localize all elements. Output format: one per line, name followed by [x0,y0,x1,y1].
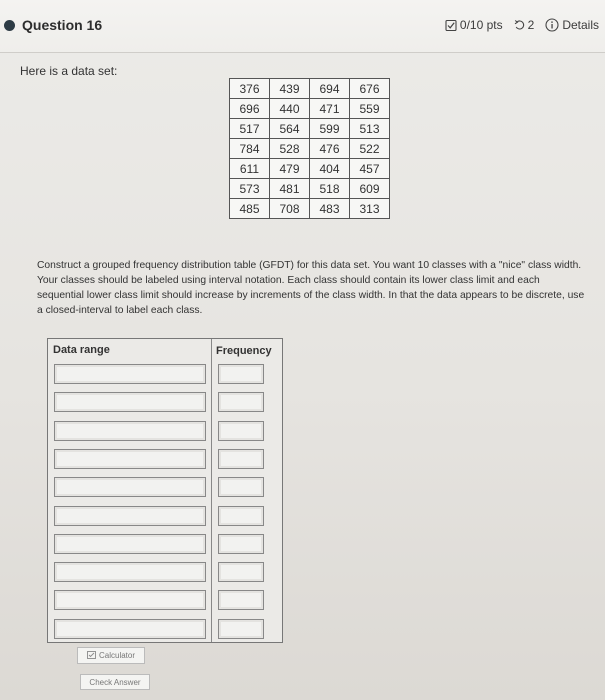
data-range-input[interactable] [54,562,206,582]
data-range-input[interactable] [54,506,206,526]
data-range-input[interactable] [54,477,206,497]
question-header [0,0,605,53]
gfdt-row [48,476,282,503]
data-cell: 696 [230,99,270,119]
gfdt-row [48,391,282,418]
gfdt-row [48,618,282,645]
data-cell: 522 [350,139,390,159]
data-cell: 313 [350,199,390,219]
data-cell: 611 [230,159,270,179]
points-text: 0/10 pts [459,18,503,32]
question-status-dot [4,20,15,31]
details-link[interactable]: Details [562,18,599,32]
data-cell: 559 [350,99,390,119]
frequency-header: Frequency [216,345,272,357]
frequency-input[interactable] [218,619,264,639]
data-set-table [229,78,390,219]
data-cell: 564 [270,119,310,139]
gfdt-table [47,338,283,643]
gfdt-row [48,533,282,560]
data-cell: 528 [270,139,310,159]
data-cell: 481 [270,179,310,199]
data-range-input[interactable] [54,619,206,639]
data-cell: 404 [310,159,350,179]
gfdt-row [48,589,282,616]
data-cell: 599 [310,119,350,139]
calculator-button[interactable] [77,647,145,664]
data-cell: 457 [350,159,390,179]
data-cell: 483 [310,199,350,219]
data-cell: 784 [230,139,270,159]
data-cell: 471 [310,99,350,119]
data-cell: 476 [310,139,350,159]
info-icon[interactable] [545,18,559,32]
data-cell: 439 [270,79,310,99]
frequency-input[interactable] [218,477,264,497]
data-cell: 609 [350,179,390,199]
frequency-input[interactable] [218,364,264,384]
check-answer-button[interactable]: Check Answer [80,674,150,690]
instructions-text: Construct a grouped frequency distribution table (GFDT) for this data set. You want 10 classes with a "nice" class width. Your classes should be labeled using interval notation. Each class should contain its lower class limit and each sequential lower class limit should increase by increments of the class width. In that the data appears to be discrete, use a closed-interval to label each class. [37,260,585,316]
frequency-input[interactable] [218,392,264,412]
data-row [230,79,390,99]
calculator-label: Calculator [98,651,135,660]
question-meta [445,18,599,32]
frequency-input[interactable] [218,506,264,526]
data-row [230,139,390,159]
gfdt-row [48,505,282,532]
data-range-input[interactable] [54,534,206,554]
data-range-input[interactable] [54,449,206,469]
data-cell: 479 [270,159,310,179]
calculator-icon [87,651,96,661]
gfdt-row [48,448,282,475]
data-row [230,119,390,139]
data-cell: 517 [230,119,270,139]
gfdt-row [48,420,282,447]
question-title: Question 16 [22,17,103,33]
frequency-input[interactable] [218,534,264,554]
data-cell: 376 [230,79,270,99]
data-cell: 694 [310,79,350,99]
attempts-count: 2 [527,18,535,32]
data-cell: 676 [350,79,390,99]
data-range-input[interactable] [54,421,206,441]
frequency-input[interactable] [218,449,264,469]
data-range-input[interactable] [54,392,206,412]
data-cell: 518 [310,179,350,199]
frequency-input[interactable] [218,562,264,582]
data-row [230,159,390,179]
data-cell: 708 [270,199,310,219]
data-range-input[interactable] [54,590,206,610]
data-cell: 440 [270,99,310,119]
score-icon [445,19,457,32]
data-range-header: Data range [53,344,110,356]
data-row [230,99,390,119]
data-cell: 573 [230,179,270,199]
data-cell: 513 [350,119,390,139]
gfdt-row [48,561,282,588]
intro-text: Here is a data set: [20,64,118,78]
gfdt-row [48,363,282,390]
frequency-input[interactable] [218,421,264,441]
data-row [230,199,390,219]
frequency-input[interactable] [218,590,264,610]
data-cell: 485 [230,199,270,219]
data-range-input[interactable] [54,364,206,384]
data-row [230,179,390,199]
retry-icon[interactable] [514,19,525,31]
